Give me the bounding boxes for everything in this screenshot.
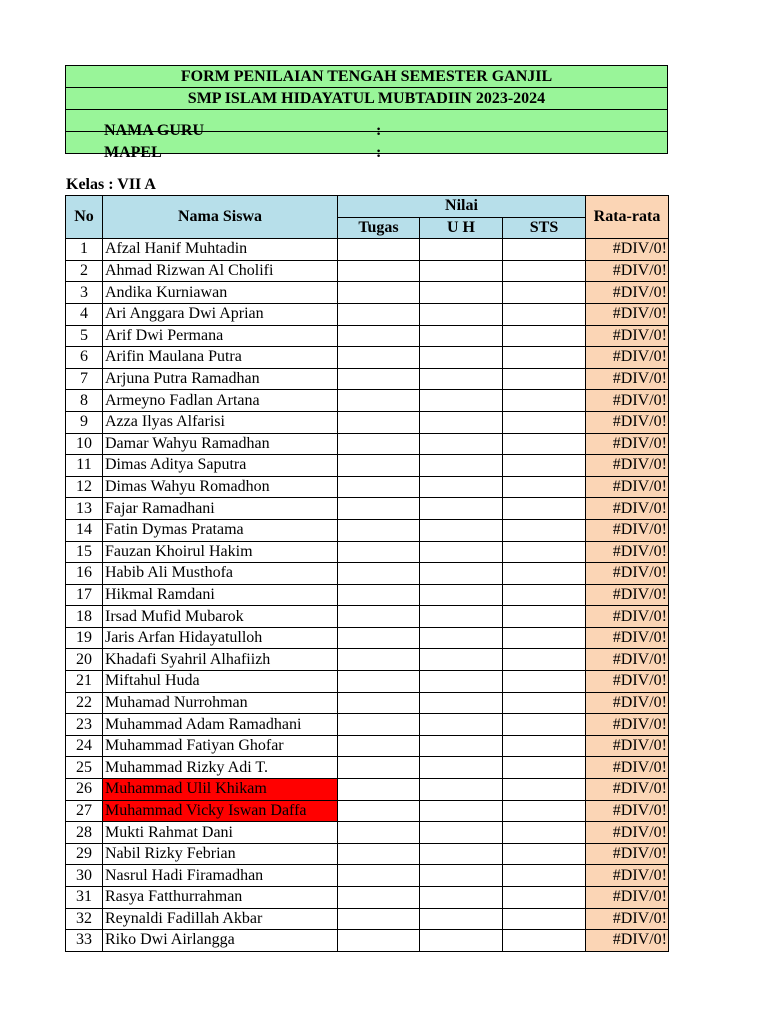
student-name[interactable]: Jaris Arfan Hidayatulloh [103,627,338,649]
table-row [66,433,669,455]
student-name[interactable]: Rasya Fatthurrahman [103,887,338,909]
table-row [66,887,669,909]
grade-cell-tugas[interactable] [338,433,420,455]
table-row [66,779,669,801]
average-cell: #DIV/0! [586,390,669,412]
grade-cell-sts[interactable] [503,649,586,671]
table-row [66,282,669,304]
grade-cell-sts[interactable] [503,303,586,325]
table-row [66,930,669,952]
grade-cell-tugas[interactable] [338,498,420,520]
table-row [66,908,669,930]
student-name[interactable]: Muhammad Ulil Khikam [103,779,338,801]
grade-cell-sts[interactable] [503,692,586,714]
grade-cell-sts[interactable] [503,627,586,649]
grade-cell-uh[interactable] [420,800,503,822]
grade-cell-tugas[interactable] [338,779,420,801]
grade-cell-tugas[interactable] [338,735,420,757]
average-cell: #DIV/0! [586,433,669,455]
grade-cell-uh[interactable] [420,671,503,693]
row-number: 23 [66,714,103,736]
grade-cell-sts[interactable] [503,671,586,693]
row-number: 2 [66,260,103,282]
grade-cell-sts[interactable] [503,455,586,477]
student-name[interactable]: Riko Dwi Airlangga [103,930,338,952]
grade-cell-sts[interactable] [503,800,586,822]
row-number: 16 [66,563,103,585]
grade-cell-tugas[interactable] [338,303,420,325]
grade-cell-uh[interactable] [420,649,503,671]
student-name[interactable]: Arjuna Putra Ramadhan [103,368,338,390]
row-number: 14 [66,519,103,541]
row-number: 20 [66,649,103,671]
form-title: FORM PENILAIAN TENGAH SEMESTER GANJIL [66,66,668,88]
student-name[interactable]: Mukti Rahmat Dani [103,822,338,844]
average-cell: #DIV/0! [586,843,669,865]
grade-cell-sts[interactable] [503,930,586,952]
grade-cell-tugas[interactable] [338,260,420,282]
row-number: 19 [66,627,103,649]
row-number: 1 [66,239,103,261]
grade-cell-sts[interactable] [503,908,586,930]
grade-cell-sts[interactable] [503,887,586,909]
average-cell: #DIV/0! [586,347,669,369]
col-header-uh: U H [420,217,503,239]
row-number: 29 [66,843,103,865]
average-cell: #DIV/0! [586,498,669,520]
grade-cell-uh[interactable] [420,239,503,261]
grade-cell-sts[interactable] [503,779,586,801]
row-number: 15 [66,541,103,563]
grade-cell-tugas[interactable] [338,390,420,412]
average-cell: #DIV/0! [586,865,669,887]
row-number: 33 [66,930,103,952]
grade-cell-sts[interactable] [503,519,586,541]
average-cell: #DIV/0! [586,822,669,844]
row-number: 31 [66,887,103,909]
table-row [66,822,669,844]
col-header-no: No [66,196,103,239]
grade-cell-tugas[interactable] [338,325,420,347]
average-cell: #DIV/0! [586,282,669,304]
grade-cell-sts[interactable] [503,433,586,455]
grade-cell-tugas[interactable] [338,347,420,369]
student-name[interactable]: Andika Kurniawan [103,282,338,304]
table-row [66,325,669,347]
table-row [66,476,669,498]
form-header [65,65,668,161]
grade-cell-tugas[interactable] [338,411,420,433]
grade-cell-sts[interactable] [503,260,586,282]
average-cell: #DIV/0! [586,757,669,779]
row-number: 25 [66,757,103,779]
grade-cell-sts[interactable] [503,584,586,606]
grade-cell-tugas[interactable] [338,930,420,952]
grade-cell-sts[interactable] [503,476,586,498]
average-cell: #DIV/0! [586,779,669,801]
grade-cell-tugas[interactable] [338,908,420,930]
grade-cell-sts[interactable] [503,325,586,347]
grade-cell-sts[interactable] [503,498,586,520]
student-name[interactable]: Habib Ali Musthofa [103,563,338,585]
average-cell: #DIV/0! [586,541,669,563]
student-name[interactable]: Nasrul Hadi Firamadhan [103,865,338,887]
grade-cell-uh[interactable] [420,519,503,541]
grade-cell-sts[interactable] [503,843,586,865]
student-name[interactable]: Irsad Mufid Mubarok [103,606,338,628]
grade-cell-sts[interactable] [503,282,586,304]
grade-cell-uh[interactable] [420,930,503,952]
average-cell: #DIV/0! [586,649,669,671]
subject-label: MAPEL [104,143,162,161]
grade-cell-uh[interactable] [420,303,503,325]
grade-cell-uh[interactable] [420,498,503,520]
grade-cell-sts[interactable] [503,606,586,628]
table-row [66,303,669,325]
grade-cell-sts[interactable] [503,411,586,433]
grade-cell-uh[interactable] [420,455,503,477]
student-name[interactable]: Afzal Hanif Muhtadin [103,239,338,261]
col-header-grades: Nilai [338,196,586,218]
table-row [66,692,669,714]
teacher-name-colon: : [376,121,382,139]
grade-cell-uh[interactable] [420,563,503,585]
average-cell: #DIV/0! [586,325,669,347]
grade-cell-uh[interactable] [420,368,503,390]
grade-cell-tugas[interactable] [338,671,420,693]
table-row [66,843,669,865]
table-row [66,541,669,563]
grade-cell-tugas[interactable] [338,757,420,779]
grade-cell-uh[interactable] [420,757,503,779]
grade-cell-sts[interactable] [503,714,586,736]
grade-cell-uh[interactable] [420,390,503,412]
student-name[interactable]: Fajar Ramadhani [103,498,338,520]
table-row [66,455,669,477]
row-number: 28 [66,822,103,844]
class-label: Kelas : VII A [66,176,156,193]
grade-cell-tugas[interactable] [338,887,420,909]
grade-cell-sts[interactable] [503,822,586,844]
grade-cell-uh[interactable] [420,887,503,909]
grade-cell-tugas[interactable] [338,714,420,736]
grade-cell-uh[interactable] [420,260,503,282]
row-number: 11 [66,455,103,477]
grades-table [65,195,669,952]
col-header-average: Rata-rata [586,196,669,239]
average-cell: #DIV/0! [586,239,669,261]
row-number: 32 [66,908,103,930]
row-number: 18 [66,606,103,628]
grade-cell-tugas[interactable] [338,541,420,563]
student-name[interactable]: Damar Wahyu Ramadhan [103,433,338,455]
grade-cell-sts[interactable] [503,757,586,779]
grade-cell-uh[interactable] [420,865,503,887]
table-row [66,498,669,520]
grade-cell-tugas[interactable] [338,282,420,304]
table-row [66,735,669,757]
average-cell: #DIV/0! [586,606,669,628]
table-row [66,865,669,887]
average-cell: #DIV/0! [586,411,669,433]
row-number: 5 [66,325,103,347]
grade-cell-uh[interactable] [420,476,503,498]
average-cell: #DIV/0! [586,303,669,325]
grade-cell-sts[interactable] [503,865,586,887]
grade-cell-sts[interactable] [503,735,586,757]
grade-cell-tugas[interactable] [338,843,420,865]
student-name[interactable]: Muhammad Vicky Iswan Daffa [103,800,338,822]
student-name[interactable]: Dimas Aditya Saputra [103,455,338,477]
row-number: 21 [66,671,103,693]
grade-cell-tugas[interactable] [338,822,420,844]
row-number: 7 [66,368,103,390]
average-cell: #DIV/0! [586,476,669,498]
student-name[interactable]: Ari Anggara Dwi Aprian [103,303,338,325]
teacher-name-row[interactable] [66,110,668,139]
grade-cell-sts[interactable] [503,347,586,369]
grade-cell-uh[interactable] [420,692,503,714]
row-number: 26 [66,779,103,801]
table-row [66,411,669,433]
col-header-name: Nama Siswa [103,196,338,239]
grade-cell-uh[interactable] [420,347,503,369]
grade-cell-tugas[interactable] [338,627,420,649]
student-name[interactable]: Arifin Maulana Putra [103,347,338,369]
average-cell: #DIV/0! [586,563,669,585]
student-name[interactable]: Miftahul Huda [103,671,338,693]
grade-cell-uh[interactable] [420,282,503,304]
col-header-tugas: Tugas [338,217,420,239]
student-name[interactable]: Armeyno Fadlan Artana [103,390,338,412]
col-header-sts: STS [503,217,586,239]
student-name[interactable]: Arif Dwi Permana [103,325,338,347]
table-row [66,800,669,822]
average-cell: #DIV/0! [586,260,669,282]
average-cell: #DIV/0! [586,714,669,736]
row-number: 6 [66,347,103,369]
school-title: SMP ISLAM HIDAYATUL MUBTADIIN 2023-2024 [66,88,668,110]
average-cell: #DIV/0! [586,455,669,477]
average-cell: #DIV/0! [586,368,669,390]
table-row [66,649,669,671]
grade-cell-tugas[interactable] [338,649,420,671]
student-name[interactable]: Fauzan Khoirul Hakim [103,541,338,563]
average-cell: #DIV/0! [586,735,669,757]
grade-cell-uh[interactable] [420,843,503,865]
average-cell: #DIV/0! [586,519,669,541]
table-row [66,239,669,261]
row-number: 27 [66,800,103,822]
average-cell: #DIV/0! [586,908,669,930]
average-cell: #DIV/0! [586,627,669,649]
table-row [66,563,669,585]
row-number: 4 [66,303,103,325]
row-number: 24 [66,735,103,757]
student-name[interactable]: Muhammad Adam Ramadhani [103,714,338,736]
grade-cell-sts[interactable] [503,368,586,390]
table-row [66,757,669,779]
table-row [66,606,669,628]
grade-cell-uh[interactable] [420,325,503,347]
table-row [66,714,669,736]
table-row [66,584,669,606]
grade-cell-tugas[interactable] [338,368,420,390]
student-name[interactable]: Dimas Wahyu Romadhon [103,476,338,498]
grade-cell-sts[interactable] [503,390,586,412]
table-row [66,671,669,693]
grade-cell-tugas[interactable] [338,239,420,261]
table-row [66,347,669,369]
subject-colon: : [376,143,382,161]
student-name[interactable]: Nabil Rizky Febrian [103,843,338,865]
student-name[interactable]: Azza Ilyas Alfarisi [103,411,338,433]
grade-cell-tugas[interactable] [338,606,420,628]
student-name[interactable]: Hikmal Ramdani [103,584,338,606]
student-name[interactable]: Fatin Dymas Pratama [103,519,338,541]
row-number: 9 [66,411,103,433]
grade-cell-tugas[interactable] [338,800,420,822]
grade-cell-uh[interactable] [420,822,503,844]
grade-cell-uh[interactable] [420,541,503,563]
row-number: 13 [66,498,103,520]
teacher-name-label: NAMA GURU [104,121,204,139]
grade-cell-tugas[interactable] [338,455,420,477]
average-cell: #DIV/0! [586,692,669,714]
grade-cell-sts[interactable] [503,563,586,585]
table-row [66,627,669,649]
grade-cell-tugas[interactable] [338,584,420,606]
grades-body [66,239,669,952]
grade-cell-sts[interactable] [503,239,586,261]
average-cell: #DIV/0! [586,584,669,606]
student-name[interactable]: Khadafi Syahril Alhafiizh [103,649,338,671]
student-name[interactable]: Reynaldi Fadillah Akbar [103,908,338,930]
table-row [66,368,669,390]
table-row [66,390,669,412]
average-cell: #DIV/0! [586,930,669,952]
grade-cell-uh[interactable] [420,606,503,628]
grade-cell-uh[interactable] [420,908,503,930]
table-row [66,260,669,282]
grade-cell-uh[interactable] [420,411,503,433]
grade-cell-tugas[interactable] [338,563,420,585]
grade-cell-uh[interactable] [420,735,503,757]
row-number: 12 [66,476,103,498]
grade-cell-sts[interactable] [503,541,586,563]
grade-cell-uh[interactable] [420,627,503,649]
row-number: 30 [66,865,103,887]
grade-cell-uh[interactable] [420,584,503,606]
row-number: 17 [66,584,103,606]
grade-cell-tugas[interactable] [338,865,420,887]
row-number: 10 [66,433,103,455]
student-name[interactable]: Muhammad Fatiyan Ghofar [103,735,338,757]
grade-cell-uh[interactable] [420,433,503,455]
grade-cell-tugas[interactable] [338,519,420,541]
student-name[interactable]: Ahmad Rizwan Al Cholifi [103,260,338,282]
grade-cell-uh[interactable] [420,714,503,736]
student-name[interactable]: Muhamad Nurrohman [103,692,338,714]
average-cell: #DIV/0! [586,671,669,693]
row-number: 3 [66,282,103,304]
average-cell: #DIV/0! [586,800,669,822]
row-number: 8 [66,390,103,412]
row-number: 22 [66,692,103,714]
grade-cell-tugas[interactable] [338,476,420,498]
grade-cell-tugas[interactable] [338,692,420,714]
student-name[interactable]: Muhammad Rizky Adi T. [103,757,338,779]
average-cell: #DIV/0! [586,887,669,909]
table-row [66,519,669,541]
grade-cell-uh[interactable] [420,779,503,801]
